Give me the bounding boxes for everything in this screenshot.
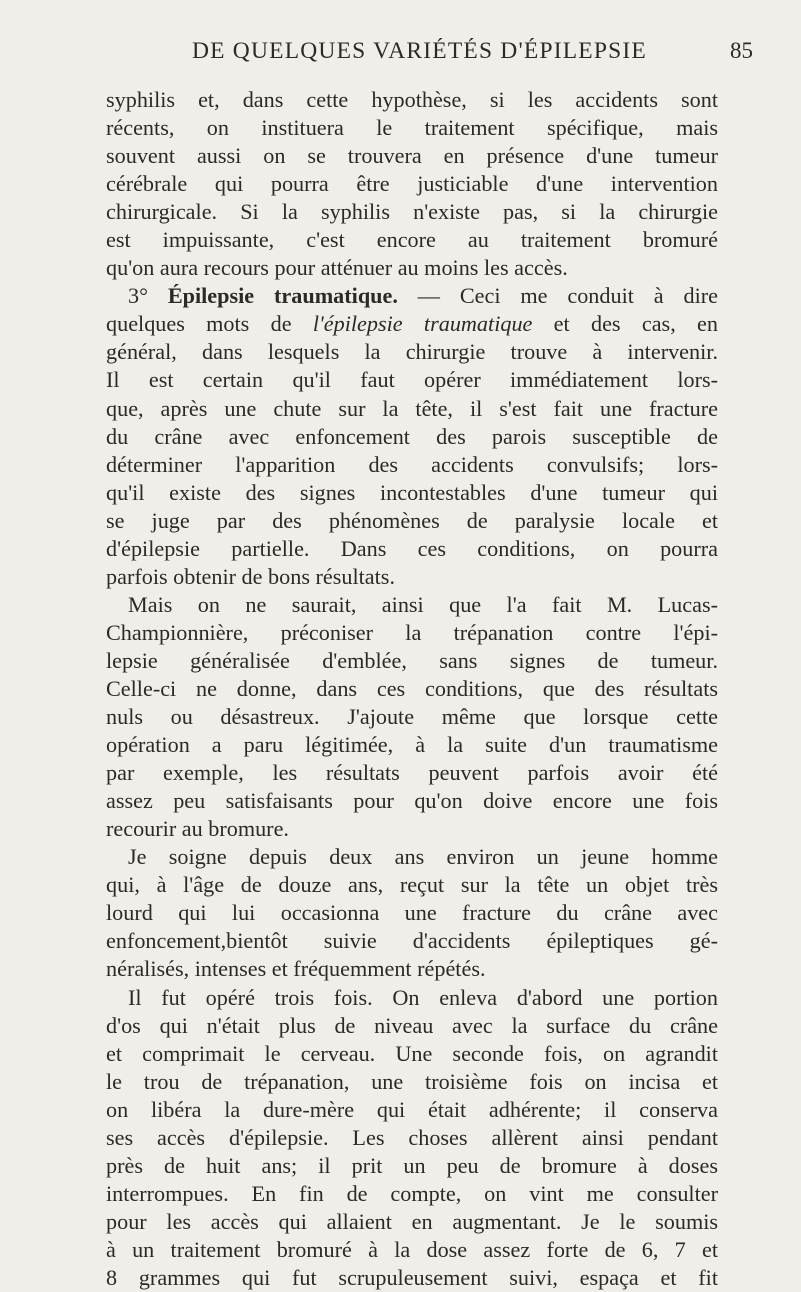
page-number: 85 <box>730 38 753 63</box>
text-line: enfoncement,bientôt suivie d'accidents épileptiques gé- <box>106 928 718 954</box>
text-line: nuls ou désastreux. J'ajoute même que lorsque cette <box>106 704 718 730</box>
text-line: opération a paru légitimée, à la suite d'un traumatisme <box>106 732 718 758</box>
text-line: qu'on aura recours pour atténuer au moins les accès. <box>106 255 568 281</box>
text-line: cérébrale qui pourra être justiciable d'une intervention <box>106 171 718 197</box>
text-line: recourir au bromure. <box>106 816 289 842</box>
text-line: pour les accès qui allaient en augmentant. Je le soumis <box>106 1208 718 1234</box>
text-line: Celle-ci ne donne, dans ces conditions, que des résultats <box>106 675 718 701</box>
text-line: quelques mots de l'épilepsie traumatique et des cas, en <box>106 311 718 337</box>
text-line: souvent aussi on se trouvera en présence d'une tumeur <box>106 143 718 169</box>
text-line: syphilis et, dans cette hypothèse, si les accidents sont <box>106 87 718 112</box>
text-line: récents, on instituera le traitement spécifique, mais <box>106 115 718 141</box>
text-line: par exemple, les résultats peuvent parfois avoir été <box>106 760 718 786</box>
text-line: Il fut opéré trois fois. On enleva d'abord une portion <box>128 984 718 1010</box>
text-line: ses accès d'épilepsie. Les choses allèrent ainsi pendant <box>106 1124 718 1150</box>
running-title: DE QUELQUES VARIÉTÉS D'ÉPILEPSIE <box>192 38 647 64</box>
section-title: Épilepsie traumatique. <box>167 283 398 309</box>
text-line: Championnière, préconiser la trépanation contre l'épi- <box>106 619 718 645</box>
text-line: à un traitement bromuré à la dose assez forte de 6, 7 et <box>106 1236 718 1262</box>
text-line: on libéra la dure-mère qui était adhérente; il conserva <box>106 1096 718 1122</box>
section-number: 3° <box>128 283 148 309</box>
text-line: et comprimait le cerveau. Une seconde fois, on agrandit <box>106 1040 718 1066</box>
text-line: que, après une chute sur la tête, il s'est fait une fracture <box>106 395 718 421</box>
text-line: est impuissante, c'est encore au traitement bromuré <box>106 227 718 253</box>
running-header <box>0 38 801 68</box>
body-text <box>106 86 718 1292</box>
text-line: déterminer l'apparition des accidents convulsifs; lors- <box>106 451 718 477</box>
text-line: Il est certain qu'il faut opérer immédiatement lors- <box>106 367 718 393</box>
section-heading-rest: — Ceci me conduit à dire <box>397 283 718 309</box>
text-line: chirurgicale. Si la syphilis n'existe pas, si la chirurgie <box>106 199 718 225</box>
text-line: 8 grammes qui fut scrupuleusement suivi, espaça et fit <box>106 1264 718 1290</box>
section-heading-line <box>106 282 718 310</box>
text-line: se juge par des phénomènes de paralysie locale et <box>106 507 718 533</box>
italic-term: l'épilepsie traumatique <box>312 311 533 337</box>
text-line: général, dans lesquels la chirurgie trouve à intervenir. <box>106 339 718 365</box>
text-line: Je soigne depuis deux ans environ un jeune homme <box>128 844 718 870</box>
text-line: d'os qui n'était plus de niveau avec la surface du crâne <box>106 1012 718 1038</box>
text-line: lourd qui lui occasionna une fracture du crâne avec <box>106 900 718 926</box>
text-line: qui, à l'âge de douze ans, reçut sur la tête un objet très <box>106 872 718 898</box>
text-line: près de huit ans; il prit un peu de bromure à doses <box>106 1152 718 1178</box>
text-line: lepsie généralisée d'emblée, sans signes de tumeur. <box>106 647 718 673</box>
text-line: d'épilepsie partielle. Dans ces conditions, on pourra <box>106 535 718 561</box>
text-line: interrompues. En fin de compte, on vint me consulter <box>106 1180 718 1206</box>
text-line: parfois obtenir de bons résultats. <box>106 563 395 589</box>
text-line: Mais on ne saurait, ainsi que l'a fait M. Lucas- <box>128 591 718 617</box>
text-line: assez peu satisfaisants pour qu'on doive encore une fois <box>106 788 718 814</box>
text-line: du crâne avec enfoncement des parois susceptible de <box>106 423 718 449</box>
text-line: qu'il existe des signes incontestables d'une tumeur qui <box>106 479 718 505</box>
text-line: le trou de trépanation, une troisième fois on incisa et <box>106 1068 718 1094</box>
text-line: néralisés, intenses et fréquemment répétés. <box>106 956 486 982</box>
